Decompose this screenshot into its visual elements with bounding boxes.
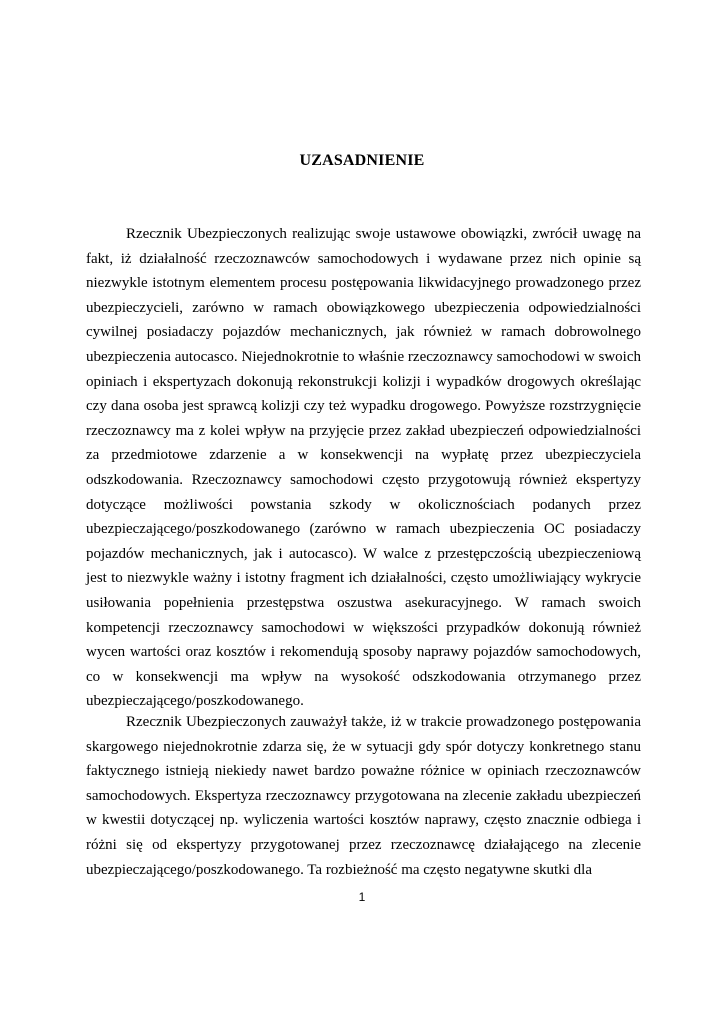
paragraph-1: Rzecznik Ubezpieczonych realizując swoje ustawowe obowiązki, zwrócił uwagę na fakt, iż działalność rzeczoznawców samochodowych i wydawane przez nich opinie są niezwykle istotnym elementem procesu postępowania likwidacyjnego prowadzonego przez ubezpieczycieli, zarówno w ramach obowiązkowego ubezpieczenia odpowiedzialności cywilnej posiadaczy pojazdów mechanicznych, jak również w ramach dobrowolnego ubezpieczenia autocasco. Niejednokrotnie to właśnie rzeczoznawcy samochodowi w swoich opiniach i ekspertyzach dokonują rekonstrukcji kolizji i wypadków drogowych określając czy dana osoba jest sprawcą kolizji czy też wypadku drogowego. Powyższe rozstrzygnięcie rzeczoznawcy ma z kolei wpływ na przyjęcie przez zakład ubezpieczeń odpowiedzialności za przedmiotowe zdarzenie a w konsekwencji na wypłatę przez ubezpieczyciela odszkodowania. Rzeczoznawcy samochodowi często przygotowują również ekspertyzy dotyczące możliwości powstania szkody w okolicznościach podanych przez ubezpieczającego/poszkodowanego (zarówno w ramach ubezpieczenia OC posiadaczy pojazdów mechanicznych, jak i autocasco). W walce z przestępczością ubezpieczeniową jest to niezwykle ważny i istotny fragment ich działalności, często umożliwiający wykrycie usiłowania popełnienia przestępstwa oszustwa asekuracyjnego. W ramach swoich kompetencji rzeczoznawcy samochodowi w większości przypadków dokonują również wycen wartości oraz kosztów i rekomendują sposoby naprawy pojazdów samochodowych, co w konsekwencji ma wpływ na wysokość odszkodowania otrzymanego przez ubezpieczającego/poszkodowanego. — [86, 226, 641, 710]
page-number: 1 — [358, 890, 366, 904]
page-title: UZASADNIENIE — [299, 152, 425, 169]
paragraph-2: Rzecznik Ubezpieczonych zauważył także, iż w trakcie prowadzonego postępowania skargowego niejednokrotnie zdarza się, że w sytuacji gdy spór dotyczy konkretnego stanu faktycznego istnieją niekiedy nawet bardzo poważne różnice w opiniach rzeczoznawców samochodowych. Ekspertyza rzeczoznawcy przygotowana na zlecenie zakładu ubezpieczeń w kwestii dotyczącej np. wyliczenia wartości kosztów naprawy, często znacznie odbiega i różni się od ekspertyzy przygotowanej przez rzeczoznawcę działającego na zlecenie ubezpieczającego/poszkodowanego. Ta rozbieżność ma często negatywne skutki dla — [86, 714, 641, 878]
